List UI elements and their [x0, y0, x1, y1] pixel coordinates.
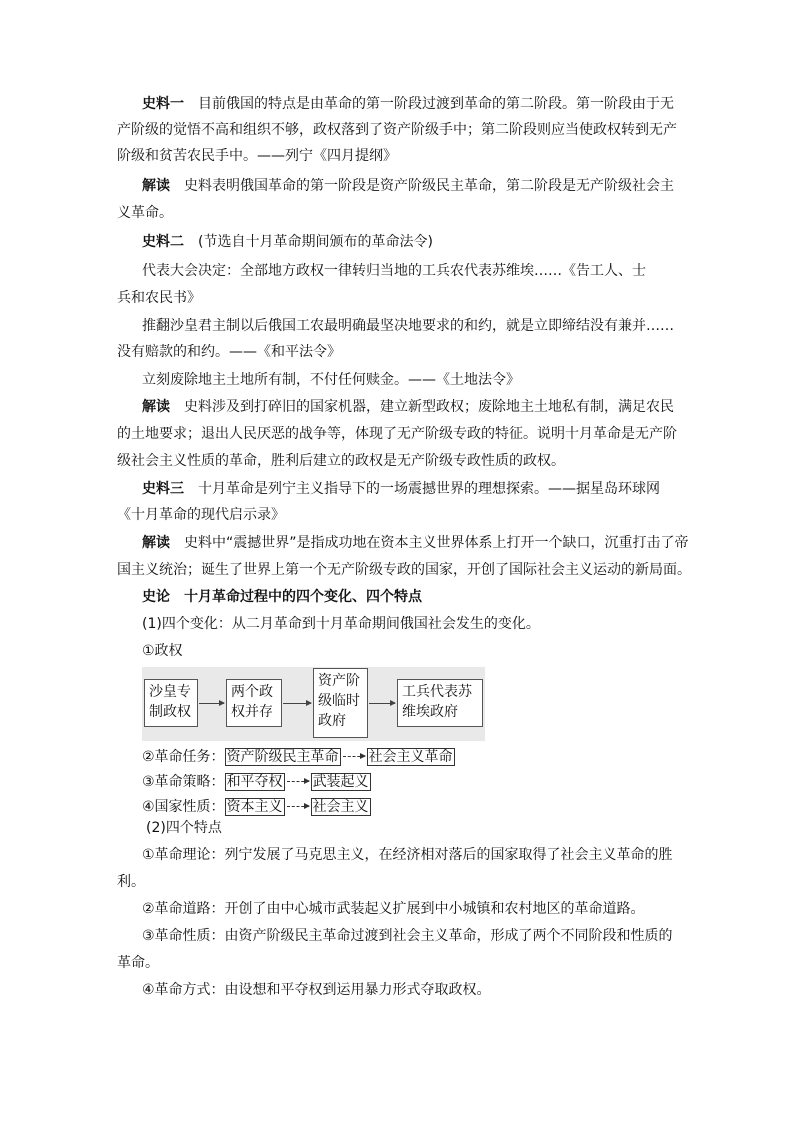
- source-three-line-2: 《十月革命的现代启示录》: [117, 507, 285, 523]
- dashed-arrow-icon: [287, 781, 309, 782]
- source-three-line-1: [142, 479, 660, 499]
- source-one-text-1: 目前俄国的特点是由革命的第一阶段过渡到革命的第二阶段。第一阶段由于无: [198, 96, 674, 112]
- revolution-strategy-from: 和平夺权: [226, 774, 283, 790]
- power-label: ①政权: [142, 643, 183, 659]
- source-three-label: 史料三: [142, 481, 184, 497]
- four-features-title: (2)四个特点: [146, 820, 222, 836]
- source-two-decree-a-line-2: 兵和农民书》: [117, 290, 201, 306]
- source-two-decree-a-line-1: 代表大会决定：全部地方政权一律转归当地的工兵农代表苏维埃……《告工人、士: [142, 263, 646, 279]
- revolution-task-label: ②革命任务：: [142, 749, 225, 765]
- interpretation-two-line-3: 级社会主义性质的革命，胜利后建立的政权是无产阶级专政性质的政权。: [117, 453, 565, 469]
- interpretation-one-line-1: [142, 176, 674, 196]
- flow-node-dual-power-line-1: 两个政: [231, 684, 273, 700]
- feature-nature-line-2: 革命。: [117, 955, 159, 971]
- discussion-title: 十月革命过程中的四个变化、四个特点: [184, 589, 422, 605]
- power-flow-chart: [142, 667, 485, 741]
- source-one-label: 史料一: [142, 96, 184, 112]
- revolution-task-row: [142, 747, 455, 767]
- revolution-task-to: 社会主义革命: [368, 749, 453, 765]
- interpretation-one-line-2: 义革命。: [117, 205, 173, 221]
- feature-theory-line-2: 利。: [117, 874, 145, 890]
- flow-node-provisional-line-1: 资产阶: [318, 673, 360, 689]
- source-two-label: 史料二: [142, 234, 184, 250]
- flow-node-tsarist: [144, 679, 198, 727]
- interpretation-three-line-2: 国主义统治；诞生了世界上第一个无产阶级专政的国家，开创了国际社会主义运动的新局面。: [117, 562, 691, 578]
- feature-nature-line-1: ③革命性质：由资产阶级民主革命过渡到社会主义革命，形成了两个不同阶段和性质的: [142, 928, 673, 944]
- discussion-label: 史论: [142, 589, 170, 605]
- source-two-decree-b-line-1: 推翻沙皇君主制以后俄国工农最明确最坚决地要求的和约，就是立即缔结没有兼并……: [142, 318, 674, 334]
- revolution-strategy-label: ③革命策略：: [142, 774, 225, 790]
- revolution-task-from: 资产阶级民主革命: [226, 749, 339, 765]
- four-changes-title: (1)四个变化：从二月革命到十月革命期间俄国社会发生的变化。: [142, 616, 540, 632]
- state-nature-from: 资本主义: [226, 799, 283, 815]
- source-one-line-1: [142, 94, 674, 114]
- interpretation-two-label: 解读: [142, 399, 170, 415]
- interpretation-two-line-1: [142, 397, 674, 417]
- source-three-text-1: 十月革命是列宁主义指导下的一场震撼世界的理想探索。——据星岛环球网: [198, 481, 660, 497]
- interpretation-one-text-1: 史料表明俄国革命的第一阶段是资产阶级民主革命，第二阶段是无产阶级社会主: [184, 178, 674, 194]
- source-one-line-3: 阶级和贫苦农民手中。——列宁《四月提纲》: [117, 148, 397, 164]
- feature-method: ④革命方式：由设想和平夺权到运用暴力形式夺取政权。: [142, 982, 491, 998]
- discussion-heading: [142, 587, 422, 607]
- state-nature-label: ④国家性质：: [142, 799, 225, 815]
- interpretation-two-line-2: 的土地要求；退出人民厌恶的战争等，体现了无产阶级专政的特征。说明十月革命是无产阶: [117, 426, 677, 442]
- flow-node-soviet-line-2: 维埃政府: [402, 704, 458, 720]
- source-two-decree-c: 立刻废除地主土地所有制，不付任何赎金。——《土地法令》: [142, 372, 520, 388]
- state-nature-row: [142, 797, 371, 817]
- flow-node-tsarist-line-1: 沙皇专: [149, 684, 191, 700]
- state-nature-to: 社会主义: [312, 799, 369, 815]
- source-two-heading-text: (节选自十月革命期间颁布的革命法令): [198, 234, 433, 250]
- flow-node-soviet-line-1: 工兵代表苏: [402, 684, 472, 700]
- interpretation-three-line-1: [142, 533, 689, 553]
- source-one-line-2: 产阶级的觉悟不高和组织不够，政权落到了资产阶级手中；第二阶段则应当使政权转到无产: [117, 122, 677, 138]
- flow-arrow-3: [369, 703, 395, 704]
- feature-path: ②革命道路：开创了由中心城市武装起义扩展到中小城镇和农村地区的革命道路。: [142, 901, 645, 917]
- flow-node-tsarist-line-2: 制政权: [149, 704, 191, 720]
- source-two-heading: [142, 232, 433, 252]
- flow-node-provisional-government: [313, 668, 368, 738]
- flow-node-dual-power-line-2: 权并存: [231, 704, 273, 720]
- source-two-decree-b-line-2: 没有赔款的和约。——《和平法令》: [117, 344, 341, 360]
- flow-node-provisional-line-3: 政府: [318, 713, 346, 729]
- interpretation-three-text-1: 史料中“震撼世界”是指成功地在资本主义世界体系上打开一个缺口，沉重打击了帝: [184, 535, 689, 551]
- feature-theory-line-1: ①革命理论：列宁发展了马克思主义，在经济相对落后的国家取得了社会主义革命的胜: [142, 847, 673, 863]
- flow-arrow-2: [283, 703, 311, 704]
- revolution-strategy-to: 武装起义: [312, 774, 369, 790]
- interpretation-two-text-1: 史料涉及到打碎旧的国家机器，建立新型政权；废除地主土地私有制，满足农民: [184, 399, 674, 415]
- revolution-strategy-row: [142, 772, 371, 792]
- interpretation-three-label: 解读: [142, 535, 170, 551]
- flow-node-soviet-government: [397, 679, 483, 727]
- dashed-arrow-icon: [343, 756, 365, 757]
- interpretation-one-label: 解读: [142, 178, 170, 194]
- dashed-arrow-icon: [287, 806, 309, 807]
- flow-node-provisional-line-2: 级临时: [318, 693, 360, 709]
- flow-arrow-1: [199, 703, 224, 704]
- flow-node-dual-power: [226, 679, 282, 727]
